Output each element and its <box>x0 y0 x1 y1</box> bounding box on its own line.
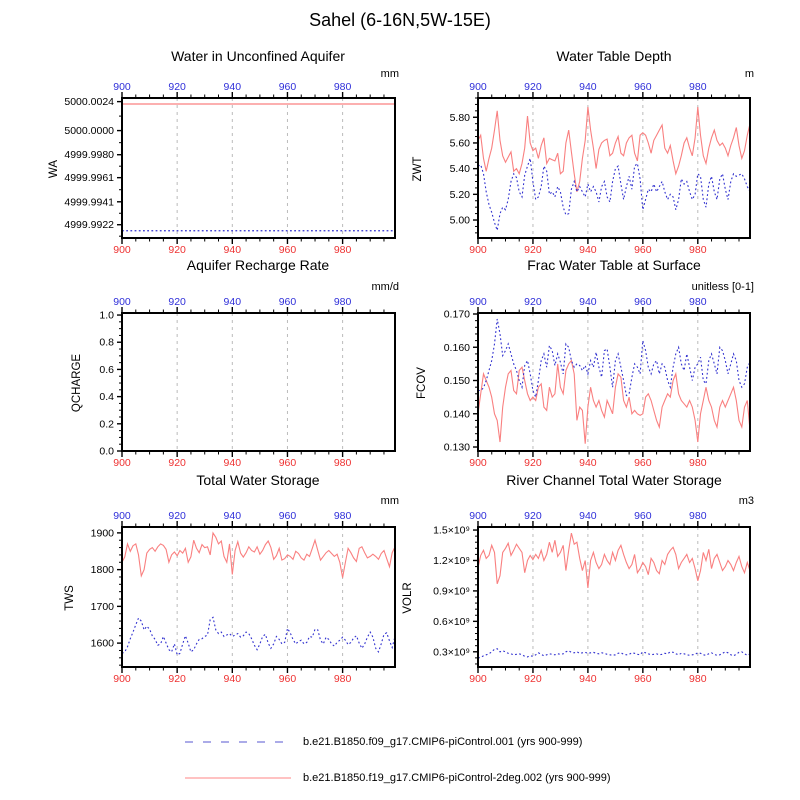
tick-label: 900 <box>113 81 131 93</box>
tick-label: 940 <box>223 673 242 685</box>
legend-label-control: b.e21.B1850.f09_g17.CMIP6-piControl.001 (yrs 900-999) <box>303 736 583 748</box>
tick-label: 1.0 <box>99 309 114 322</box>
tick-label: 980 <box>333 296 352 308</box>
tick-label: 980 <box>689 244 707 256</box>
tick-label: 900 <box>469 673 487 685</box>
tick-label: 4999.9980 <box>64 149 114 162</box>
tick-label: 940 <box>223 510 242 522</box>
tick-label: 980 <box>333 673 352 685</box>
tick-label: 960 <box>634 81 652 93</box>
tick-label: 940 <box>579 457 597 469</box>
tick-label: 920 <box>168 81 186 93</box>
tick-label: 960 <box>278 457 297 469</box>
tick-label: 900 <box>469 81 487 93</box>
tick-label: 0.150 <box>443 375 470 388</box>
panel-title-qcharge: Aquifer Recharge Rate <box>186 257 330 273</box>
panel-title-tws: Total Water Storage <box>196 472 320 488</box>
unit-label-volr: m3 <box>738 495 754 507</box>
figure-title: Sahel (6-16N,5W-15E) <box>309 10 491 30</box>
panel-title-zwt: Water Table Depth <box>556 48 672 64</box>
tick-label: 1.2×10⁹ <box>433 554 470 567</box>
tick-label: 940 <box>579 244 597 256</box>
plot-frame <box>122 98 395 238</box>
series-line <box>478 649 750 658</box>
tick-label: 0.6×10⁹ <box>433 615 470 628</box>
y-axis-label-wa: WA <box>48 159 60 179</box>
tick-label: 1800 <box>90 564 114 577</box>
plot-frame <box>122 313 395 451</box>
panel-zwt <box>450 81 750 256</box>
tick-label: 0.170 <box>443 308 470 321</box>
tick-label: 920 <box>168 296 186 308</box>
tick-label: 5.20 <box>449 188 470 201</box>
tick-label: 980 <box>689 81 707 93</box>
tick-label: 0.2 <box>99 418 114 431</box>
tick-label: 5.40 <box>449 163 470 176</box>
tick-label: 0.4 <box>99 391 114 404</box>
tick-label: 0.130 <box>443 441 470 454</box>
tick-label: 960 <box>278 673 297 685</box>
tick-label: 4999.9941 <box>64 196 114 209</box>
series-line <box>122 533 395 578</box>
panel-fcov <box>444 296 750 469</box>
tick-label: 0.8 <box>99 336 114 349</box>
tick-label: 980 <box>333 244 352 256</box>
tick-label: 920 <box>524 673 542 685</box>
tick-label: 920 <box>168 510 186 522</box>
tick-label: 4999.9922 <box>64 219 114 232</box>
tick-label: 980 <box>689 296 707 308</box>
y-axis-label-volr: VOLR <box>402 582 414 614</box>
y-axis-label-tws: TWS <box>64 585 76 611</box>
tick-label: 980 <box>689 457 707 469</box>
tick-label: 5.60 <box>449 137 470 150</box>
legend-line-solid-icon <box>183 772 293 784</box>
tick-label: 940 <box>223 296 242 308</box>
legend-entry-2deg <box>183 771 611 785</box>
tick-label: 5.00 <box>449 214 470 227</box>
tick-label: 940 <box>579 673 597 685</box>
tick-label: 980 <box>333 510 352 522</box>
tick-label: 980 <box>689 673 707 685</box>
series-line <box>478 107 750 192</box>
panel-wa <box>64 81 395 256</box>
tick-label: 0.3×10⁹ <box>433 646 470 659</box>
tick-label: 960 <box>634 510 652 522</box>
y-axis-label-zwt: ZWT <box>412 156 424 182</box>
tick-label: 980 <box>689 510 707 522</box>
tick-label: 900 <box>113 510 131 522</box>
tick-label: 920 <box>524 457 542 469</box>
tick-label: 980 <box>333 457 352 469</box>
tick-label: 960 <box>634 673 652 685</box>
tick-label: 920 <box>524 296 542 308</box>
tick-label: 940 <box>579 81 597 93</box>
tick-label: 900 <box>113 296 131 308</box>
tick-label: 900 <box>469 296 487 308</box>
tick-label: 940 <box>579 510 597 522</box>
tick-label: 0.6 <box>99 363 114 376</box>
panel-qcharge <box>99 296 395 469</box>
tick-label: 960 <box>278 81 297 93</box>
tick-label: 0.0 <box>99 445 114 458</box>
tick-label: 1600 <box>90 637 114 650</box>
tick-label: 960 <box>278 244 297 256</box>
tick-label: 980 <box>333 81 352 93</box>
plot-frame <box>478 98 750 238</box>
series-line <box>478 319 750 397</box>
tick-label: 900 <box>469 457 487 469</box>
tick-label: 5.80 <box>449 111 470 124</box>
series-line <box>478 158 750 230</box>
legend-entry-control <box>183 735 582 749</box>
plot-frame <box>478 313 750 451</box>
tick-label: 5000.0024 <box>64 96 114 109</box>
panel-title-fcov: Frac Water Table at Surface <box>527 257 701 273</box>
tick-label: 960 <box>634 457 652 469</box>
series-line <box>478 533 750 588</box>
unit-label-zwt: m <box>744 68 754 80</box>
tick-label: 900 <box>469 510 487 522</box>
tick-label: 940 <box>223 457 242 469</box>
tick-label: 5000.0000 <box>64 125 114 138</box>
y-axis-label-fcov: FCOV <box>416 367 428 399</box>
tick-label: 920 <box>524 81 542 93</box>
tick-label: 960 <box>634 296 652 308</box>
unit-label-qcharge: mm/d <box>371 281 399 293</box>
tick-label: 0.160 <box>443 341 470 354</box>
panel-title-wa: Water in Unconfined Aquifer <box>171 48 345 64</box>
tick-label: 1.5×10⁹ <box>433 524 470 537</box>
unit-label-wa: mm <box>380 68 399 80</box>
unit-label-fcov: unitless [0-1] <box>691 281 754 293</box>
tick-label: 900 <box>113 673 131 685</box>
tick-label: 1900 <box>90 527 114 540</box>
tick-label: 960 <box>634 244 652 256</box>
tick-label: 940 <box>579 296 597 308</box>
tick-label: 920 <box>168 673 186 685</box>
tick-label: 920 <box>168 244 186 256</box>
unit-label-tws: mm <box>380 495 399 507</box>
tick-label: 960 <box>278 510 297 522</box>
panel-volr <box>433 510 750 685</box>
tick-label: 900 <box>113 457 131 469</box>
tick-label: 900 <box>469 244 487 256</box>
tick-label: 900 <box>113 244 131 256</box>
tick-label: 940 <box>223 81 242 93</box>
tick-label: 940 <box>223 244 242 256</box>
tick-label: 0.140 <box>443 408 470 421</box>
legend-line-dashed-icon <box>183 736 293 748</box>
tick-label: 920 <box>524 244 542 256</box>
tick-label: 920 <box>168 457 186 469</box>
tick-label: 1700 <box>90 600 114 613</box>
y-axis-label-qcharge: QCHARGE <box>71 353 83 413</box>
legend-label-2deg: b.e21.B1850.f19_g17.CMIP6-piControl-2deg.002 (yrs 900-999) <box>303 772 611 784</box>
series-line <box>122 617 395 655</box>
tick-label: 4999.9961 <box>64 172 114 185</box>
tick-label: 0.9×10⁹ <box>433 585 470 598</box>
tick-label: 920 <box>524 510 542 522</box>
tick-label: 960 <box>278 296 297 308</box>
panel-tws <box>91 510 395 685</box>
panel-title-volr: River Channel Total Water Storage <box>506 472 722 488</box>
